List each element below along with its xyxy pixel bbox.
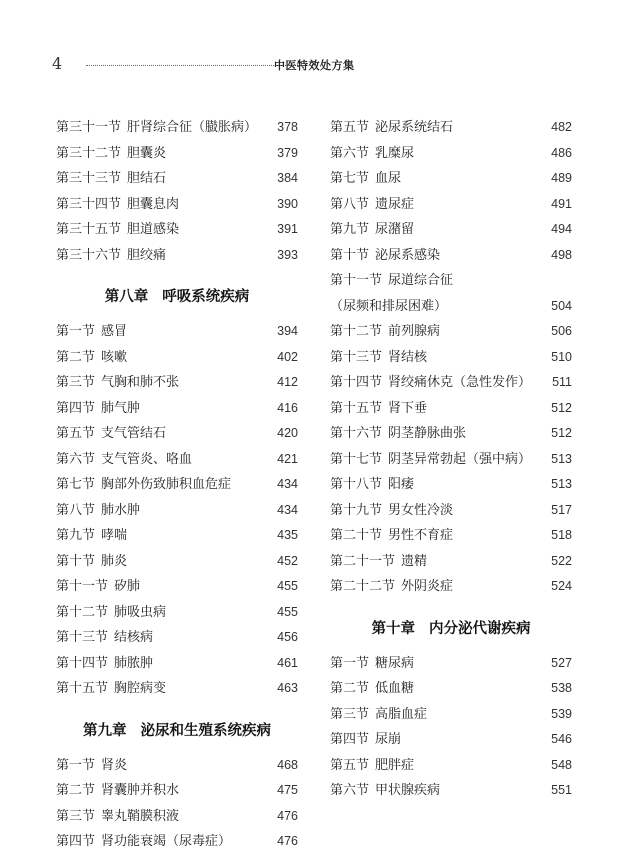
section-title: 肾功能衰竭（尿毒症）: [101, 834, 232, 849]
page-reference: 393: [277, 247, 298, 262]
page-reference: 461: [277, 655, 298, 670]
section-number: 第二节: [56, 783, 96, 798]
page-reference: 455: [277, 604, 298, 619]
page-reference: 551: [551, 783, 572, 797]
page-reference: 394: [277, 324, 298, 338]
section-number: 第八节: [56, 502, 96, 518]
section-title: 肝肾综合征（臌胀病）: [127, 120, 258, 135]
section-title: 阳痿: [388, 477, 415, 492]
section-title: 泌尿系统结石: [375, 120, 454, 135]
chapter-title: 内分泌代谢疾病: [429, 620, 531, 637]
section-title: 高脂血症: [375, 706, 428, 722]
page-reference: 510: [551, 349, 572, 364]
section-title: 甲状腺疾病: [375, 783, 441, 798]
section-number: 第二十一节: [330, 553, 396, 569]
section-number: 第十六节: [330, 426, 383, 441]
toc-entry: [56, 447, 298, 473]
page-reference: 384: [277, 171, 298, 185]
toc-entry: [330, 472, 572, 498]
section-number: 第十三节: [56, 630, 109, 645]
section-number: 第三节: [330, 706, 370, 722]
toc-entry: [330, 549, 572, 575]
chapter-heading: [56, 702, 298, 753]
toc-entry: [330, 192, 572, 218]
page-header: [52, 54, 572, 76]
toc-column-left: [56, 115, 298, 855]
section-title: 哮喘: [101, 528, 128, 543]
section-title: 阴茎异常勃起（强中病）: [388, 451, 532, 467]
section-number: 第十一节: [56, 579, 109, 594]
toc-entry: [56, 472, 298, 498]
page-reference: 475: [277, 783, 298, 797]
section-number: 第八节: [330, 196, 370, 212]
section-title: 矽肺: [114, 579, 141, 594]
chapter-number: 第十章: [371, 620, 415, 637]
toc-entry: [330, 268, 572, 294]
section-number: 第十五节: [330, 400, 383, 416]
section-title: 支气管结石: [101, 426, 167, 441]
section-number: 第十九节: [330, 502, 383, 518]
section-number: 第七节: [56, 477, 96, 492]
toc-entry: [56, 345, 298, 371]
toc-entry: [56, 753, 298, 779]
chapter-number: 第八章: [104, 289, 149, 305]
section-number: 第六节: [330, 145, 370, 161]
chapter-title: 泌尿和生殖系统疾病: [140, 722, 271, 739]
page-reference: 379: [277, 145, 298, 160]
toc-entry: [56, 421, 298, 447]
section-title: 血尿: [375, 171, 402, 186]
section-title: 肺吸虫病: [114, 604, 167, 620]
toc-column-right: [330, 115, 572, 804]
page-reference: 468: [277, 757, 298, 772]
section-title: 胆结石: [127, 171, 167, 186]
header-dotted-rule: [86, 65, 302, 66]
section-number: 第二十节: [330, 528, 383, 543]
chapter-number: 第九章: [83, 722, 127, 739]
toc-entry: [330, 166, 572, 192]
toc-entry: [56, 115, 298, 141]
section-title: 胸腔病变: [114, 681, 167, 696]
section-title: 尿崩: [375, 732, 402, 747]
section-number: 第三十五节: [56, 222, 122, 237]
section-title: 阴茎静脉曲张: [388, 426, 467, 441]
section-number: 第三十六节: [56, 247, 122, 263]
page-reference: 539: [551, 706, 572, 721]
page-reference: 434: [277, 477, 298, 491]
page-reference: 512: [551, 400, 572, 415]
section-number: 第九节: [330, 222, 370, 237]
section-number: 第十节: [56, 553, 96, 569]
section-title: 泌尿系感染: [375, 247, 441, 263]
chapter-heading: [56, 268, 298, 319]
section-title: 肾绞痛休克（急性发作）: [388, 375, 532, 390]
section-title: 肺气肿: [101, 400, 141, 416]
section-title: 遗尿症: [375, 196, 415, 212]
section-number: 第三十四节: [56, 196, 122, 212]
toc-entry: [330, 523, 572, 549]
toc-entry: [330, 651, 572, 677]
chapter-heading: [330, 600, 572, 651]
section-title: 胆道感染: [127, 222, 180, 237]
section-title: 前列腺病: [388, 324, 441, 339]
section-number: 第十四节: [56, 655, 109, 671]
toc-entry: [56, 370, 298, 396]
chapter-title: 呼吸系统疾病: [162, 289, 250, 305]
section-title: 肾囊肿并积水: [101, 783, 180, 798]
page-reference: 538: [551, 681, 572, 695]
section-number: 第十三节: [330, 349, 383, 365]
page-reference: 416: [277, 400, 298, 415]
section-number: 第三节: [56, 808, 96, 824]
section-number: 第一节: [56, 324, 96, 339]
page-reference: 504: [551, 298, 572, 313]
toc-entry: [330, 243, 572, 269]
section-title: 肾结核: [388, 349, 428, 365]
section-title: 胆囊息肉: [127, 196, 180, 212]
page-reference: 463: [277, 681, 298, 695]
section-number: 第七节: [330, 171, 370, 186]
section-title: 支气管炎、咯血: [101, 451, 193, 467]
section-number: 第五节: [330, 757, 370, 773]
section-title: 结核病: [114, 630, 154, 645]
toc-entry: [330, 217, 572, 243]
page-reference: 402: [277, 349, 298, 364]
toc-entry: [330, 498, 572, 524]
toc-entry: [56, 319, 298, 345]
page-reference: 513: [551, 451, 572, 466]
toc-entry: [330, 396, 572, 422]
page-reference: 482: [551, 120, 572, 134]
page-reference: 476: [277, 808, 298, 823]
section-number: 第一节: [330, 655, 370, 671]
section-title: 尿道综合征: [388, 273, 454, 288]
section-number: 第三十二节: [56, 145, 122, 161]
toc-entry: [56, 141, 298, 167]
toc-entry: [330, 753, 572, 779]
page-reference: 524: [551, 579, 572, 593]
section-title: 男女性冷淡: [388, 502, 454, 518]
page-reference: 435: [277, 528, 298, 542]
page-reference: 498: [551, 247, 572, 262]
page-reference: 378: [277, 120, 298, 134]
toc-entry: [56, 829, 298, 855]
section-title: 肺脓肿: [114, 655, 154, 671]
toc-entry: [330, 141, 572, 167]
page-reference: 455: [277, 579, 298, 593]
toc-entry: [56, 217, 298, 243]
section-title: 肾下垂: [388, 400, 428, 416]
toc-entry: [330, 574, 572, 600]
section-number: 第四节: [56, 400, 96, 416]
toc-entry: [56, 600, 298, 626]
toc-entry: [56, 192, 298, 218]
section-title: 乳糜尿: [375, 145, 415, 161]
section-number: 第十五节: [56, 681, 109, 696]
page-reference: 486: [551, 145, 572, 160]
section-title: 胆囊炎: [127, 145, 167, 161]
section-title: 肺炎: [101, 553, 128, 569]
toc-entry: [330, 370, 572, 396]
toc-entry: [56, 523, 298, 549]
page-reference: 511: [552, 375, 572, 389]
page-reference: 476: [277, 834, 298, 848]
section-title: 气胸和肺不张: [101, 375, 180, 390]
section-title: 尿潴留: [375, 222, 415, 237]
section-number: 第三十三节: [56, 171, 122, 186]
toc-entry: [56, 804, 298, 830]
section-title: 咳嗽: [101, 349, 128, 365]
toc-entry: [56, 243, 298, 269]
page-reference: 390: [277, 196, 298, 211]
toc-entry: [56, 778, 298, 804]
page-reference: 489: [551, 171, 572, 185]
toc-entry: [330, 421, 572, 447]
section-title: 糖尿病: [375, 655, 415, 671]
section-title: 肾炎: [101, 757, 128, 773]
section-number: 第六节: [330, 783, 370, 798]
section-title: 感冒: [101, 324, 128, 339]
page-reference: 421: [277, 451, 298, 466]
toc-entry: [330, 727, 572, 753]
section-number: 第十四节: [330, 375, 383, 390]
toc-entry: [330, 294, 572, 320]
page-reference: 512: [551, 426, 572, 440]
toc-entry: [56, 625, 298, 651]
page-reference: 548: [551, 757, 572, 772]
page-reference: 494: [551, 222, 572, 236]
section-number: 第四节: [330, 732, 370, 747]
section-number: 第十七节: [330, 451, 383, 467]
toc-entry: [330, 345, 572, 371]
toc-entry: [330, 115, 572, 141]
section-title: （尿频和排尿困难）: [330, 298, 448, 314]
section-title: 低血糖: [375, 681, 415, 696]
page-reference: 434: [277, 502, 298, 517]
page-reference: 527: [551, 655, 572, 670]
section-number: 第六节: [56, 451, 96, 467]
book-title: 中医特效处方集: [274, 59, 355, 72]
toc-entry: [56, 676, 298, 702]
section-number: 第一节: [56, 757, 96, 773]
toc-entry: [330, 447, 572, 473]
page-reference: 391: [277, 222, 298, 236]
section-number: 第三十一节: [56, 120, 122, 135]
page-reference: 491: [551, 196, 572, 211]
toc-entry: [56, 549, 298, 575]
section-number: 第十一节: [330, 273, 383, 288]
toc-entry: [56, 396, 298, 422]
section-number: 第二十二节: [330, 579, 396, 594]
toc-entry: [330, 702, 572, 728]
page-reference: 522: [551, 553, 572, 568]
toc-entry: [56, 651, 298, 677]
section-number: 第十节: [330, 247, 370, 263]
toc-entry: [56, 166, 298, 192]
section-number: 第二节: [330, 681, 370, 696]
section-number: 第五节: [330, 120, 370, 135]
section-title: 胸部外伤致肺积血危症: [101, 477, 232, 492]
page-reference: 506: [551, 324, 572, 338]
section-number: 第三节: [56, 375, 96, 390]
toc-entry: [330, 778, 572, 804]
section-number: 第九节: [56, 528, 96, 543]
section-title: 外阴炎症: [401, 579, 454, 594]
section-number: 第十八节: [330, 477, 383, 492]
section-number: 第二节: [56, 349, 96, 365]
page-reference: 420: [277, 426, 298, 440]
section-title: 胆绞痛: [127, 247, 167, 263]
page-reference: 518: [551, 528, 572, 542]
toc-entry: [330, 676, 572, 702]
page-reference: 452: [277, 553, 298, 568]
toc-entry: [56, 498, 298, 524]
toc-entry: [56, 574, 298, 600]
section-number: 第十二节: [330, 324, 383, 339]
section-number: 第四节: [56, 834, 96, 849]
page-reference: 513: [551, 477, 572, 491]
section-title: 睾丸鞘膜积液: [101, 808, 180, 824]
toc-entry: [330, 319, 572, 345]
section-number: 第十二节: [56, 604, 109, 620]
section-title: 肥胖症: [375, 757, 415, 773]
page-reference: 456: [277, 630, 298, 644]
page-reference: 546: [551, 732, 572, 746]
page-number: 4: [52, 54, 63, 73]
section-number: 第五节: [56, 426, 96, 441]
section-title: 男性不育症: [388, 528, 454, 543]
page-reference: 517: [551, 502, 572, 517]
section-title: 遗精: [401, 553, 428, 569]
page-reference: 412: [277, 375, 298, 389]
section-title: 肺水肿: [101, 502, 141, 518]
